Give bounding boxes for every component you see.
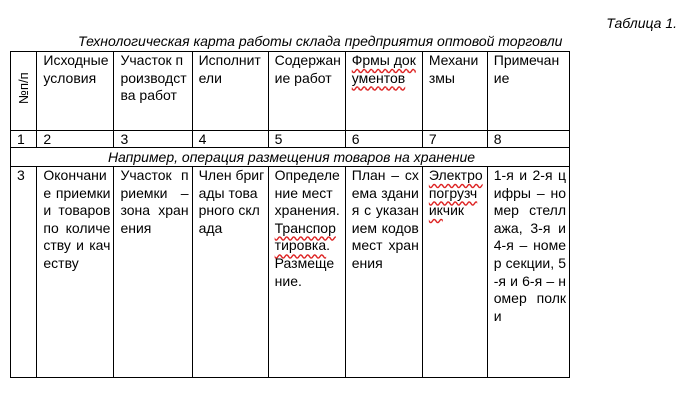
row-documents: План – схема здания с указанием кодов мест хранения — [345, 167, 422, 378]
header-row — [11, 52, 570, 131]
header-cell-content: Содержание работ — [268, 52, 345, 131]
col-num-6: 6 — [345, 131, 422, 148]
col-num-1: 1 — [11, 131, 37, 148]
header-cell-mechanisms: Механизмы — [422, 52, 487, 131]
col-num-7: 7 — [422, 131, 487, 148]
column-number-row — [11, 131, 570, 148]
table-row — [11, 167, 570, 378]
row-area: Участок приемки – зона хранения — [114, 167, 192, 378]
header-cell-number — [11, 52, 37, 131]
row-number: 3 — [11, 167, 37, 378]
operation-caption-row — [11, 148, 570, 167]
tech-map-table — [10, 51, 570, 378]
table-number: Таблица 1. — [606, 15, 677, 31]
header-cell-note: Примечание — [487, 52, 569, 131]
row-note: 1-я и 2-я цифры – номер стеллажа, 3-я и 4-я – номер секции, 5-я и 6-я – номер полки — [487, 167, 569, 378]
col-num-3: 3 — [114, 131, 192, 148]
header-cell-executors: Исполнители — [192, 52, 268, 131]
row-content-part3: . Размещение. — [274, 237, 335, 289]
row-executors: Член бригады товарного склада — [192, 167, 268, 378]
row-content — [268, 167, 345, 378]
header-cell-documents — [345, 52, 422, 131]
header-cell-area: Участок производства работ — [114, 52, 192, 131]
col-num-5: 5 — [268, 131, 345, 148]
operation-caption: Например, операция размещения товаров на хранение — [11, 148, 570, 167]
row-content-part1: Определение мест хранения. — [274, 167, 340, 219]
row-conditions: Окончание приемки и товаров по количеству и качеству — [37, 167, 114, 378]
header-documents-text: Фрмы документов — [351, 52, 416, 86]
col-num-8: 8 — [487, 131, 569, 148]
header-cell-conditions: Исходные условия — [37, 52, 114, 131]
row-mechanisms-part1: Электропогрузчик — [428, 167, 483, 219]
header-number-vertical: №п/п — [16, 72, 31, 104]
table-title-text: Технологическая карта работы склада предприятия оптовой торговли — [78, 33, 563, 49]
col-num-2: 2 — [37, 131, 114, 148]
row-content-part2: Транспортировка — [274, 219, 336, 254]
col-num-4: 4 — [192, 131, 268, 148]
row-mechanisms-part2: чик — [442, 202, 465, 219]
row-mechanisms — [422, 167, 487, 378]
